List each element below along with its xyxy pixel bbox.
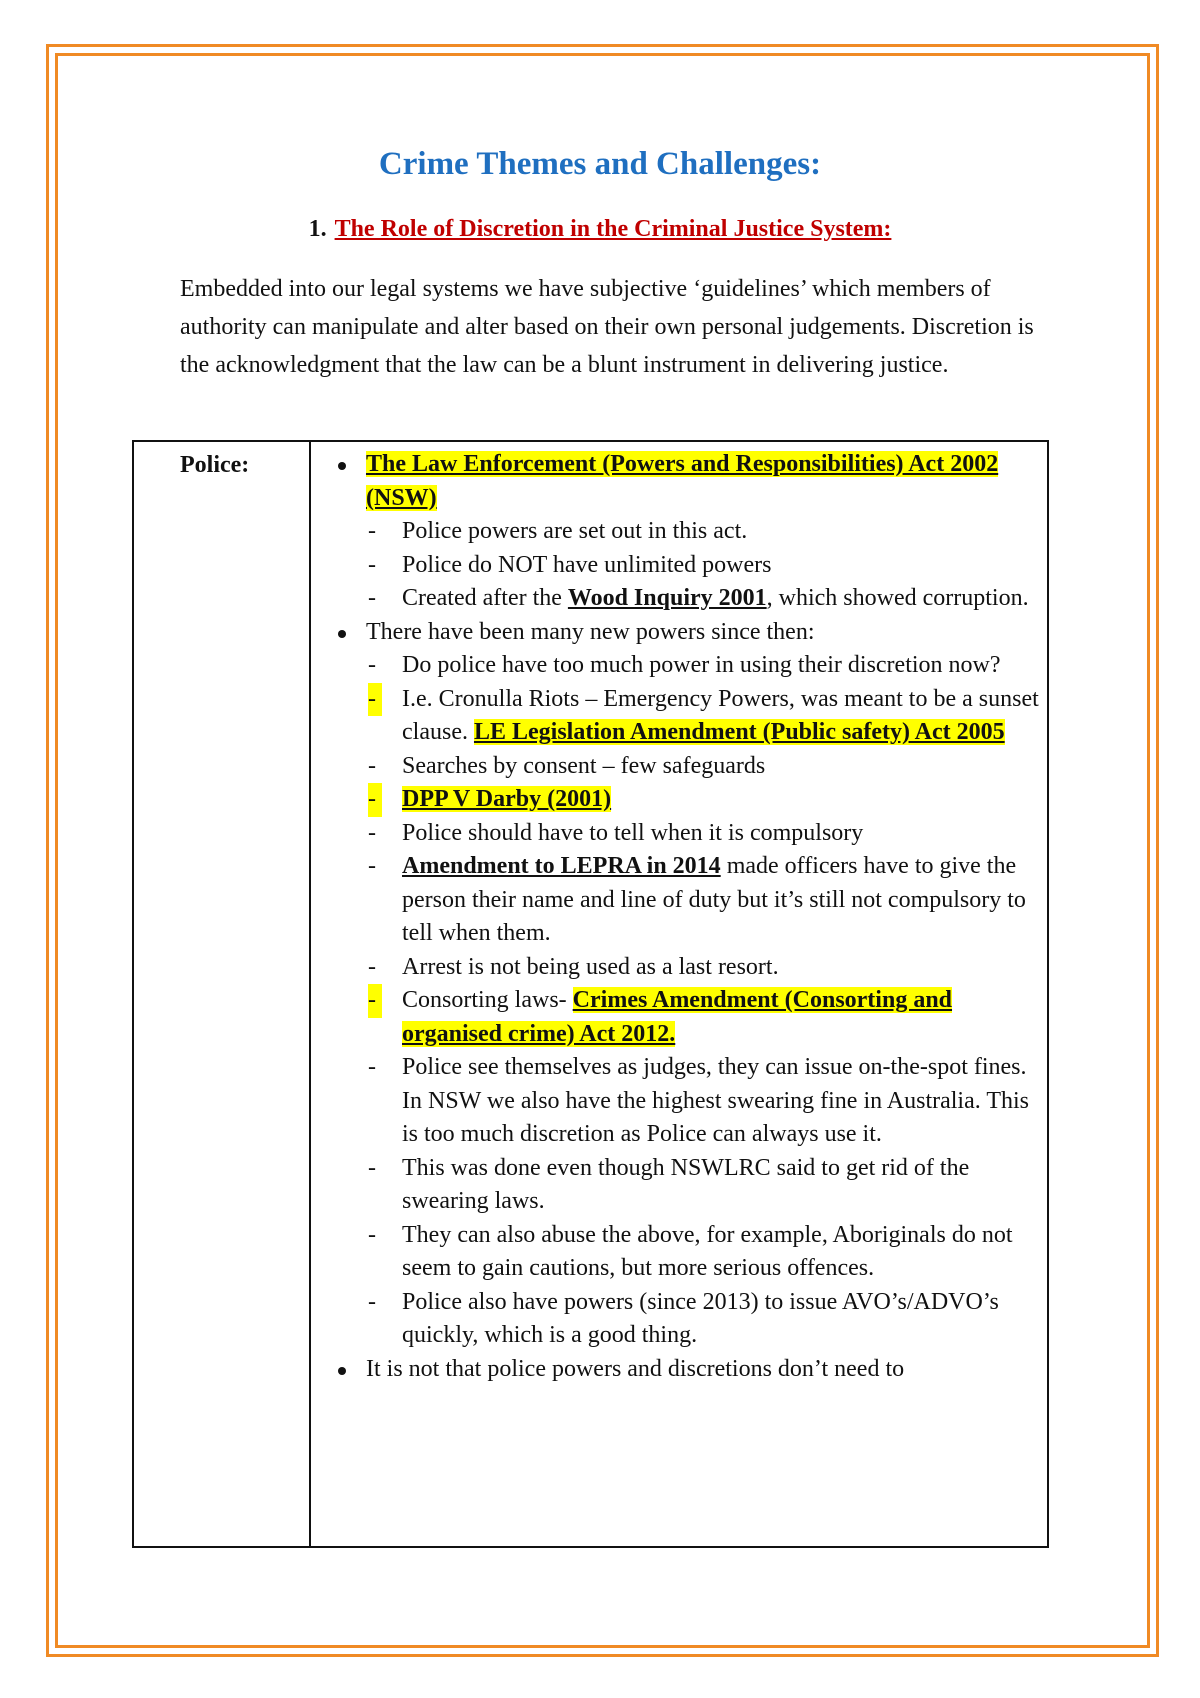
bullet-icon: [338, 630, 346, 638]
dash-text: Police powers are set out in this act.: [402, 518, 748, 544]
dash-item: [324, 783, 1044, 817]
discretion-table: [132, 440, 1049, 1548]
dash-icon: -: [368, 585, 376, 611]
dash-item: [324, 750, 1044, 784]
dash-text: Police do NOT have unlimited powers: [402, 551, 772, 578]
dash-item: [324, 984, 1044, 1051]
dash-item: [324, 582, 1044, 616]
dash-icon: -: [368, 819, 376, 846]
dash-text: Consorting laws-: [402, 987, 573, 1013]
dash-item: [324, 549, 1044, 583]
case-reference: DPP V Darby (2001): [402, 786, 612, 812]
dash-text: This was done even though NSWLRC said to get rid of the swearing laws.: [402, 1154, 970, 1214]
act-reference: Crimes Amendment (Consorting and organised crime) Act 2012.: [402, 987, 953, 1047]
dash-text: I.e. Cronulla Riots – Emergency Powers, was meant to be a sunset clause.: [402, 685, 1039, 745]
document-title: Crime Themes and Challenges:: [378, 146, 822, 182]
police-notes: [324, 448, 1044, 1386]
dash-item: [324, 951, 1044, 985]
dash-item: [324, 1051, 1044, 1152]
dash-icon: -: [368, 752, 376, 779]
dash-text: made officers have to give the person their name and line of duty but it’s still not compulsory to tell when them.: [402, 853, 1026, 946]
dash-item: [324, 515, 1044, 549]
dash-item: [324, 683, 1044, 750]
dash-icon: -: [368, 652, 376, 678]
dash-text: Created after the: [402, 585, 568, 611]
act-reference: The Law Enforcement (Powers and Responsibilities) Act 2002 (NSW): [366, 451, 999, 511]
dash-icon: -: [368, 683, 382, 717]
dash-item: [324, 1152, 1044, 1219]
act-reference: Wood Inquiry 2001: [567, 585, 767, 611]
dash-text: Police should have to tell when it is compulsory: [402, 819, 864, 846]
row-label-police: Police:: [180, 452, 250, 478]
dash-text: They can also abuse the above, for example, Aboriginals do not seem to gain cautions, but more serious offences.: [402, 1221, 1013, 1281]
column-divider: [309, 442, 311, 1546]
dash-item: [324, 649, 1044, 683]
dash-icon: -: [368, 984, 382, 1018]
dash-icon: -: [368, 1288, 376, 1315]
dash-icon: -: [368, 1221, 376, 1248]
dash-item: [324, 1286, 1044, 1353]
dash-text: Arrest is not being used as a last resort.: [402, 953, 779, 980]
dash-item: [324, 850, 1044, 951]
bullet-text: There have been many new powers since then:: [366, 618, 815, 645]
dash-icon: -: [368, 953, 376, 980]
dash-text: Searches by consent – few safeguards: [402, 752, 766, 779]
dash-icon: -: [368, 853, 376, 879]
dash-item: [324, 817, 1044, 851]
bullet-item: [324, 616, 1044, 650]
act-reference: LE Legislation Amendment (Public safety) Act 2005: [473, 719, 1005, 745]
dash-item: [324, 1219, 1044, 1286]
dash-icon: -: [368, 551, 376, 578]
section-number: 1.: [308, 216, 327, 242]
dash-icon: -: [368, 783, 382, 817]
bullet-icon: [338, 462, 346, 470]
act-reference: Amendment to LEPRA in 2014: [402, 853, 721, 879]
dash-icon: -: [368, 1054, 376, 1080]
dash-text: Police also have powers (since 2013) to issue AVO’s/ADVO’s quickly, which is a good thing.: [402, 1288, 999, 1348]
bullet-item: [324, 448, 1044, 515]
bullet-icon: [338, 1367, 346, 1375]
dash-text: Police see themselves as judges, they can issue on-the-spot fines. In NSW we also have the highest swearing fine in Australia. This is too much discretion as Police can always use it.: [402, 1054, 1029, 1147]
dash-text: Do police have too much power in using their discretion now?: [402, 652, 1001, 678]
section-heading-text: The Role of Discretion in the Criminal Justice System:: [334, 216, 892, 242]
section-heading: [0, 216, 1200, 243]
dash-icon: -: [368, 1154, 376, 1181]
intro-paragraph: Embedded into our legal systems we have subjective ‘guidelines’ which members of authority can manipulate and alter based on their own personal judgements. Discretion is the acknowledgment that the law can be a blunt instrument in delivering justice.: [180, 276, 1034, 378]
dash-text: , which showed corruption.: [766, 585, 1029, 611]
bullet-item: [324, 1353, 1044, 1387]
dash-icon: -: [368, 518, 376, 544]
bullet-text: It is not that police powers and discretions don’t need to: [366, 1355, 905, 1382]
